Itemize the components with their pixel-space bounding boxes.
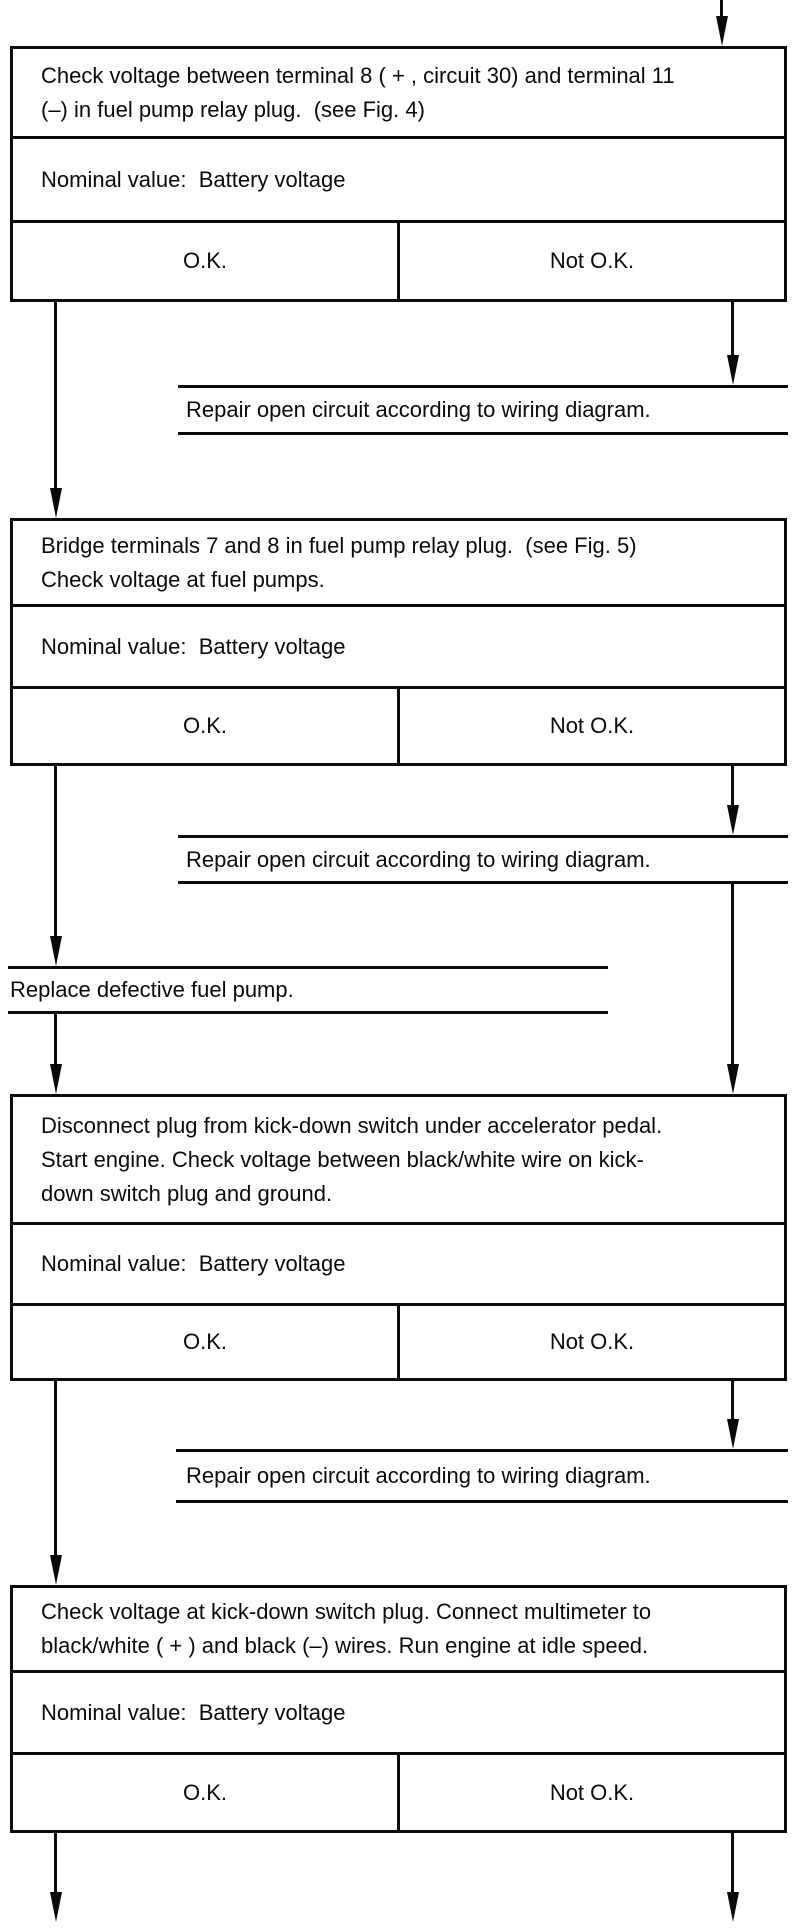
connector-step2-ok-arrowhead-icon (50, 936, 62, 966)
step-3-instruction (13, 1097, 784, 1222)
connector-replace-to-step3-line (54, 1014, 57, 1066)
connector-step4-not-ok-exit-arrowhead-icon (727, 1892, 739, 1922)
connector-step4-not-ok-exit-line (731, 1833, 734, 1894)
connector-step2-not-ok-arrowhead-icon (727, 805, 739, 835)
instruction-line: Check voltage at fuel pumps. (41, 566, 325, 592)
connector-step2-ok-line (54, 766, 57, 938)
step-2-nominal-value: Nominal value: Battery voltage (13, 604, 784, 686)
step-4-not-ok-cell: Not O.K. (397, 1755, 784, 1830)
step-3-not-ok-cell: Not O.K. (397, 1306, 784, 1378)
instruction-line: Check voltage between terminal 8 ( + , circuit 30) and terminal 11 (41, 62, 675, 88)
action-repair-open-circuit-2: Repair open circuit according to wiring diagram. (178, 835, 788, 884)
step-4-outcomes (13, 1752, 784, 1830)
action-repair-open-circuit-3: Repair open circuit according to wiring diagram. (176, 1449, 788, 1503)
instruction-line: Bridge terminals 7 and 8 in fuel pump relay plug. (see Fig. 5) (41, 532, 637, 558)
action-repair-open-circuit-1: Repair open circuit according to wiring diagram. (178, 385, 788, 435)
instruction-line: Check voltage at kick-down switch plug. Connect multimeter to (41, 1599, 652, 1624)
connector-step1-not-ok-arrowhead-icon (727, 355, 739, 385)
step-box-2 (10, 518, 787, 766)
connector-step3-not-ok-arrowhead-icon (727, 1419, 739, 1449)
step-2-ok-cell: O.K. (182, 713, 227, 738)
connector-step4-ok-exit-arrowhead-icon (50, 1892, 62, 1922)
step-4-nominal-value: Nominal value: Battery voltage (13, 1670, 784, 1752)
connector-step3-ok-arrowhead-icon (50, 1555, 62, 1585)
connector-repair2-to-step3-line (731, 884, 734, 1066)
step-1-not-ok-cell: Not O.K. (397, 223, 784, 299)
step-2-instruction (13, 521, 784, 604)
connector-step1-not-ok-line (731, 302, 734, 359)
instruction-line: Start engine. Check voltage between black/white wire on kick- (41, 1146, 644, 1172)
step-box-1 (10, 46, 787, 302)
step-box-4 (10, 1585, 787, 1833)
connector-step4-ok-exit-line (54, 1833, 57, 1894)
connector-replace-to-step3-arrowhead-icon (50, 1064, 62, 1094)
instruction-line: down switch plug and ground. (41, 1180, 333, 1206)
instruction-line: (–) in fuel pump relay plug. (see Fig. 4) (41, 96, 425, 122)
step-1-ok-cell: O.K. (182, 248, 227, 273)
step-3-nominal-value: Nominal value: Battery voltage (13, 1222, 784, 1303)
step-4-instruction (13, 1588, 784, 1670)
step-3-ok-cell: O.K. (182, 1329, 227, 1354)
step-4-ok-cell: O.K. (182, 1779, 227, 1805)
connector-step1-ok-arrowhead-icon (50, 488, 62, 518)
connector-step1-ok-line (54, 302, 57, 490)
step-1-nominal-value: Nominal value: Battery voltage (13, 136, 784, 220)
instruction-line: Disconnect plug from kick-down switch under accelerator pedal. (41, 1112, 663, 1138)
step-box-3 (10, 1094, 787, 1381)
connector-step3-ok-line (54, 1381, 57, 1557)
step-2-not-ok-cell: Not O.K. (397, 689, 784, 763)
action-replace-fuel-pump: Replace defective fuel pump. (8, 966, 608, 1014)
instruction-line: black/white ( + ) and black (–) wires. Run engine at idle speed. (41, 1633, 649, 1658)
connector-repair2-to-step3-arrowhead-icon (727, 1064, 739, 1094)
connector-step3-not-ok-line (731, 1381, 734, 1423)
connector-entry-arrowhead-icon (716, 16, 728, 46)
step-2-outcomes (13, 686, 784, 763)
connector-step2-not-ok-line (731, 766, 734, 809)
step-3-outcomes (13, 1303, 784, 1378)
step-1-outcomes (13, 220, 784, 299)
step-1-instruction (13, 49, 784, 136)
